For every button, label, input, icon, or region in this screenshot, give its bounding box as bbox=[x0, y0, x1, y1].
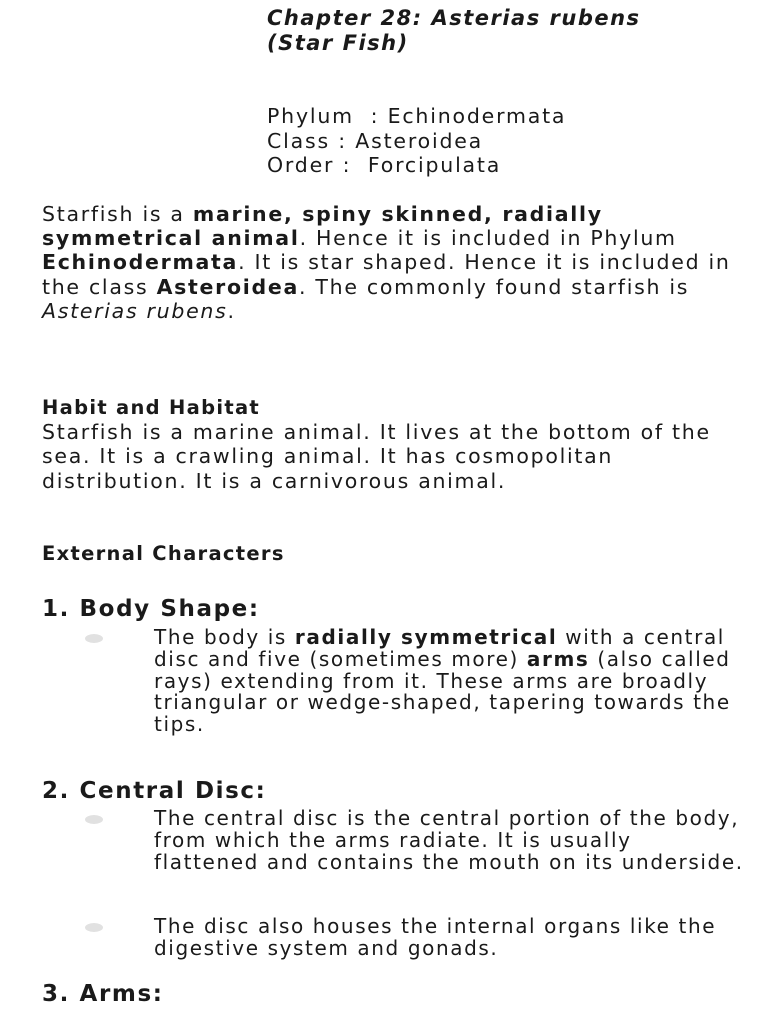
body-shape-text-3: (also called rays) extending from it. These arms are broadly triangular or wedge-shaped, tapering towards the tips. bbox=[154, 646, 731, 737]
intro-bold-3: Asteroidea bbox=[156, 274, 299, 299]
intro-italic-species: Asterias rubens bbox=[42, 298, 228, 323]
body-shape-bullet bbox=[154, 627, 744, 736]
habit-section bbox=[42, 396, 742, 493]
central-disc-bullet-2: The disc also houses the internal organs like the digestive system and gonads. bbox=[154, 914, 717, 960]
arms-heading: 3. Arms: bbox=[42, 981, 164, 1007]
bullet-dot bbox=[85, 634, 103, 643]
class-line: Class : Asteroidea bbox=[267, 128, 484, 153]
intro-text-4: . The commonly found starfish is bbox=[298, 274, 690, 299]
external-characters-heading: External Characters bbox=[42, 542, 285, 565]
body-shape-text-1: The body is bbox=[154, 625, 295, 649]
intro-text-1: Starfish is a bbox=[42, 202, 193, 226]
intro-bold-2: Echinodermata bbox=[42, 250, 239, 275]
intro-bold-1: marine, spiny skinned, radially symmetrical animal bbox=[42, 202, 603, 251]
intro-text-3: . It is star shaped. Hence it is included in the class bbox=[42, 250, 731, 299]
intro-text-2: . Hence it is included in Phylum bbox=[299, 226, 677, 251]
body-shape-bold-1: radially symmetrical bbox=[294, 625, 558, 649]
body-shape-bold-2: arms bbox=[526, 646, 590, 671]
bullet-dot bbox=[85, 923, 103, 932]
intro-text-5: . bbox=[227, 298, 236, 323]
central-disc-heading: 2. Central Disc: bbox=[42, 778, 267, 804]
habit-text: Starfish is a marine animal. It lives at the bottom of the sea. It is a crawling animal. It has cosmopolitan distribution. It is a carnivorous animal. bbox=[42, 420, 711, 493]
habit-heading: Habit and Habitat bbox=[42, 396, 261, 419]
intro-paragraph bbox=[42, 202, 742, 323]
bullet-dot bbox=[85, 815, 103, 824]
body-shape-heading: 1. Body Shape: bbox=[42, 596, 260, 622]
chapter-title: Chapter 28: Asterias rubens (Star Fish) bbox=[267, 6, 641, 55]
body-shape-text-2: with a central disc and five (sometimes more) bbox=[154, 625, 725, 671]
central-disc-bullet-1: The central disc is the central portion of the body, from which the arms radiate. It is usually flattened and contains the mouth on its underside. bbox=[154, 806, 744, 874]
classification-block bbox=[267, 104, 566, 178]
order-line: Order : Forcipulata bbox=[267, 153, 502, 177]
phylum-line: Phylum : Echinodermata bbox=[267, 104, 567, 128]
